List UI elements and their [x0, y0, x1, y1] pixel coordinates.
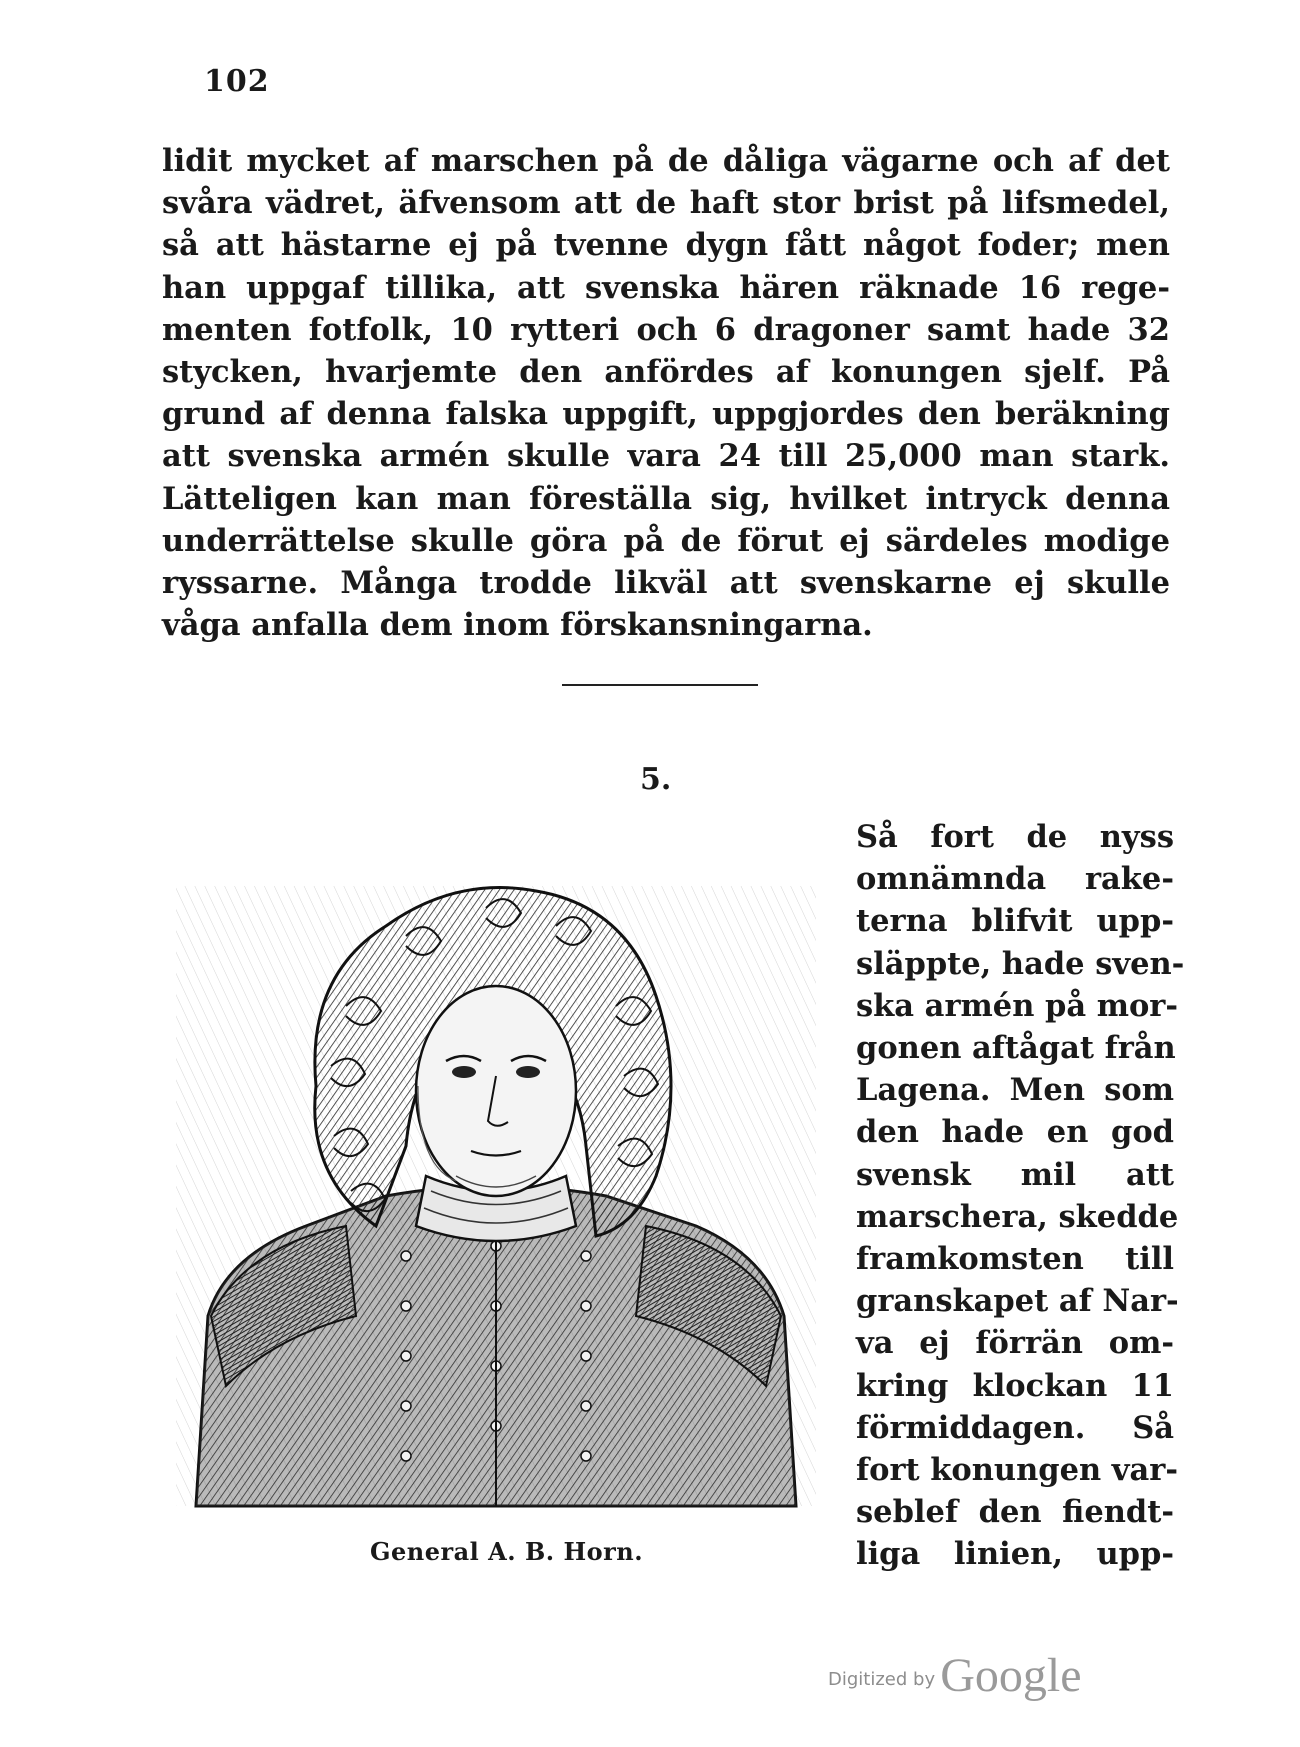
text-line: den hade en god — [856, 1114, 1174, 1151]
text-line: gonen aftågat från — [856, 1030, 1176, 1067]
google-logo: Google — [940, 1649, 1082, 1702]
text-line: våga anfalla dem inom förskansningarna. — [162, 607, 873, 644]
text-line: fort konungen var- — [856, 1452, 1178, 1489]
text-line: framkomsten till — [856, 1241, 1174, 1278]
text-line: terna blifvit upp- — [856, 903, 1174, 940]
text-line: liga linien, upp- — [856, 1536, 1174, 1573]
text-line: underrättelse skulle göra på de förut ej särdeles modige — [162, 522, 1170, 559]
text-line: så att hästarne ej på tvenne dygn fått något foder; men — [162, 227, 1170, 264]
digitized-watermark — [828, 1648, 1082, 1703]
section-number: 5. — [640, 762, 672, 797]
text-line: omnämnda rake- — [856, 861, 1174, 898]
text-line: kring klockan 11 — [856, 1367, 1174, 1404]
text-line: släppte, hade sven- — [856, 945, 1185, 982]
engraved-portrait-icon — [156, 846, 836, 1526]
text-line: stycken, hvarjemte den anfördes af konungen sjelf. På — [162, 354, 1170, 391]
text-line: svåra vädret, äfvensom att de haft stor brist på lifsmedel, — [162, 185, 1170, 222]
text-line: Lagena. Men som — [856, 1072, 1174, 1109]
text-line: ska armén på mor- — [856, 987, 1179, 1024]
side-column-text — [856, 816, 1185, 1576]
text-line: grund af denna falska uppgift, uppgjordes den beräkning — [162, 396, 1170, 433]
text-line: att svenska armén skulle vara 24 till 25,000 man stark. — [162, 438, 1170, 475]
text-line: förmiddagen. Så — [856, 1409, 1174, 1446]
text-line: seblef den fiendt- — [856, 1494, 1174, 1531]
portrait-caption: General A. B. Horn. — [370, 1537, 644, 1566]
section-divider — [562, 684, 758, 686]
text-line: menten fotfolk, 10 rytteri och 6 dragoner samt hade 32 — [162, 311, 1170, 348]
page-number: 102 — [204, 64, 270, 99]
text-line: svensk mil att — [856, 1156, 1174, 1193]
text-line: Så fort de nyss — [856, 819, 1174, 855]
text-line: han uppgaf tillika, att svenska hären räknade 16 rege- — [162, 269, 1170, 306]
text-line: ryssarne. Många trodde likväl att svenskarne ej skulle — [162, 565, 1170, 602]
body-paragraph — [162, 140, 1170, 646]
text-line: Lätteligen kan man föreställa sig, hvilket intryck denna — [162, 480, 1170, 517]
text-line: lidit mycket af marschen på de dåliga vägarne och af det — [162, 143, 1170, 179]
text-line: marschera, skedde — [856, 1198, 1179, 1235]
watermark-digitized-text: Digitized by — [828, 1669, 936, 1690]
text-line: va ej förrän om- — [856, 1325, 1174, 1362]
text-line: granskapet af Nar- — [856, 1283, 1179, 1320]
